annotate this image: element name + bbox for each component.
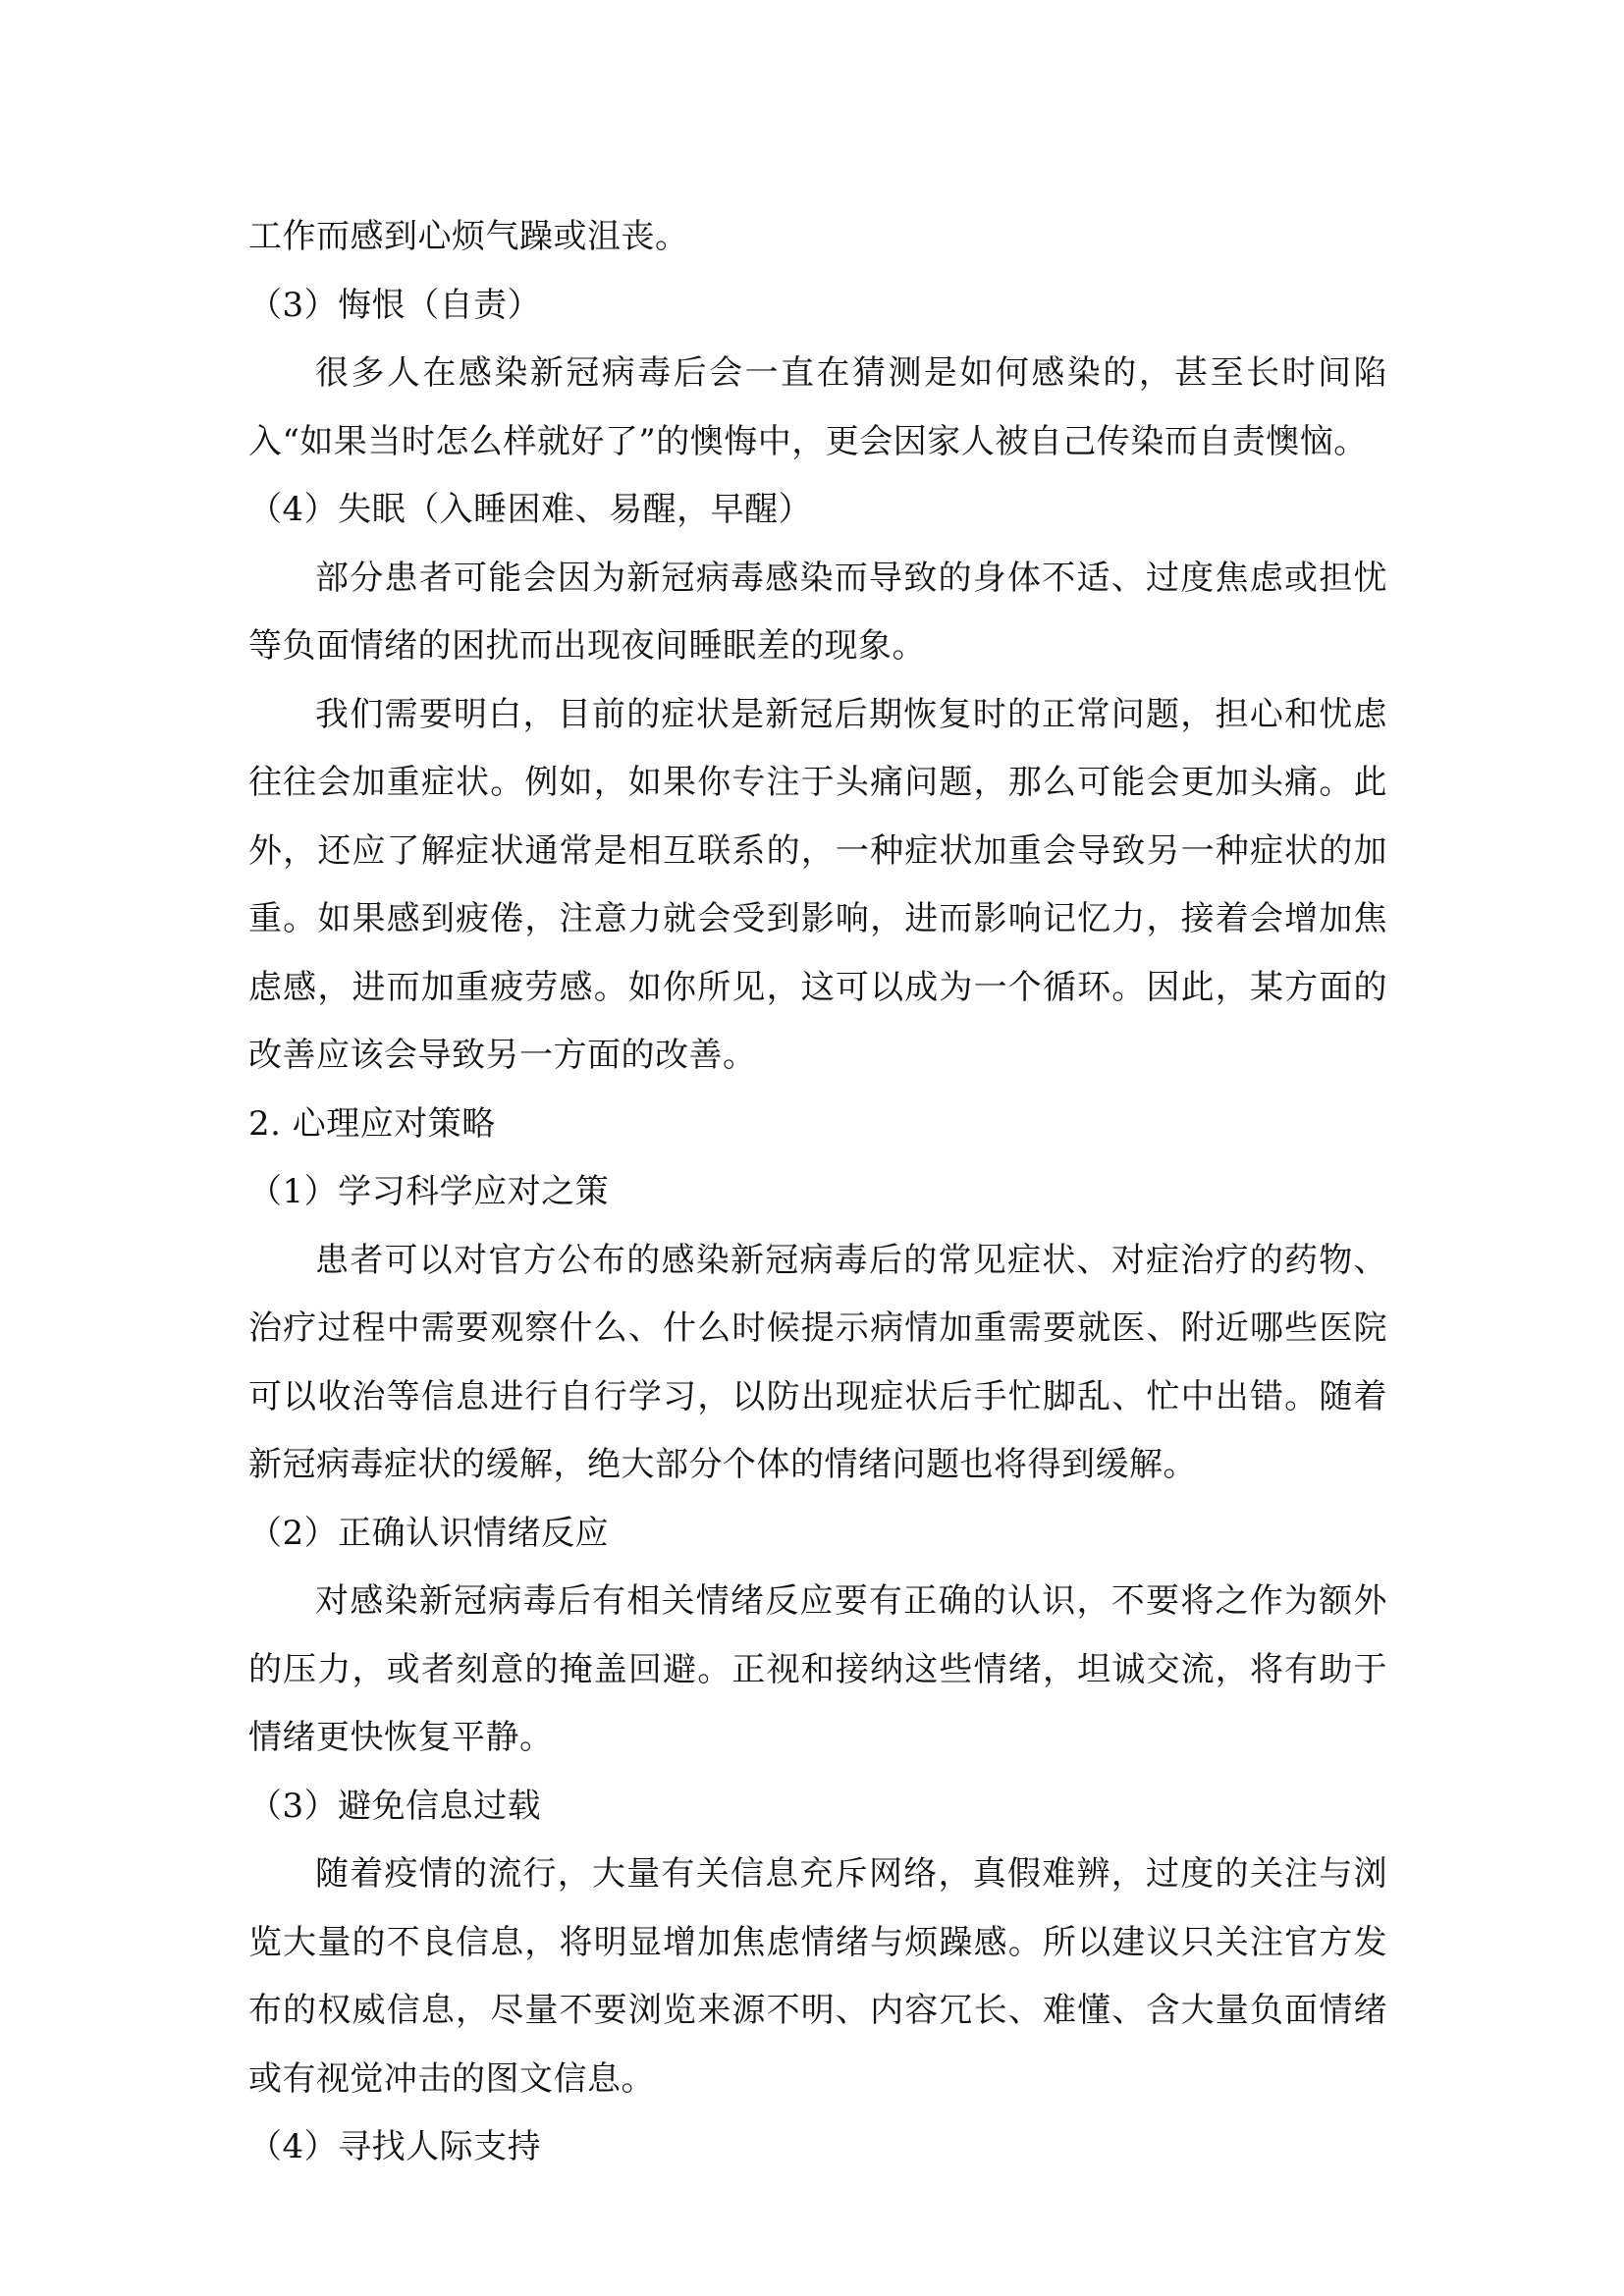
paragraph-symptom-cycle: 我们需要明白，目前的症状是新冠后期恢复时的正常问题，担心和忧虑往往会加重症状。例如，如果你专注于头痛问题，那么可能会更加头痛。此外，还应了解症状通常是相互联系的，一种症状加重会导致另一种症状的加重。如果感到疲倦，注意力就会受到影响，进而影响记忆力，接着会增加焦虑感，进而加重疲劳感。如你所见，这可以成为一个循环。因此，某方面的改善应该会导致另一方面的改善。 bbox=[248, 694, 1387, 1075]
subheading-regret: （3）悔恨（自责） bbox=[248, 285, 542, 325]
section-heading-coping-strategies: 2. 心理应对策略 bbox=[248, 1103, 496, 1144]
subheading-emotional-reaction: （2）正确认识情绪反应 bbox=[248, 1513, 610, 1553]
paragraph-information-overload: 随着疫情的流行，大量有关信息充斥网络，真假难辨，过度的关注与浏览大量的不良信息，将明显增加焦虑情绪与烦躁感。所以建议只关注官方发布的权威信息，尽量不要浏览来源不明、内容冗长、难懂、含大量负面情绪或有视觉冲击的图文信息。 bbox=[248, 1854, 1387, 2099]
subheading-interpersonal-support: （4）寻找人际支持 bbox=[248, 2127, 542, 2166]
paragraph-insomnia: 部分患者可能会因为新冠病毒感染而导致的身体不适、过度焦虑或担忧等负面情绪的困扰而出现夜间睡眠差的现象。 bbox=[248, 558, 1387, 666]
paragraph-continuation: 工作而感到心烦气躁或沮丧。 bbox=[248, 217, 689, 256]
paragraph-regret: 很多人在感染新冠病毒后会一直在猜测是如何感染的，甚至长时间陷入“如果当时怎么样就好了”的懊悔中，更会因家人被自己传染而自责懊恼。 bbox=[248, 353, 1387, 461]
subheading-learn-science: （1）学习科学应对之策 bbox=[248, 1172, 610, 1211]
paragraph-emotional-reaction: 对感染新冠病毒后有相关情绪反应要有正确的认识，不要将之作为额外的压力，或者刻意的掩盖回避。正视和接纳这些情绪，坦诚交流，将有助于情绪更快恢复平静。 bbox=[248, 1581, 1387, 1757]
subheading-information-overload: （3）避免信息过载 bbox=[248, 1786, 542, 1826]
paragraph-learn-science: 患者可以对官方公布的感染新冠病毒后的常见症状、对症治疗的药物、治疗过程中需要观察什么、什么时候提示病情加重需要就医、附近哪些医院可以收治等信息进行自行学习，以防出现症状后手忙脚乱、忙中出错。随着新冠病毒症状的缓解，绝大部分个体的情绪问题也将得到缓解。 bbox=[248, 1240, 1387, 1484]
document-body bbox=[248, 203, 1387, 2182]
subheading-insomnia: （4）失眠（入睡困难、易醒，早醒） bbox=[248, 490, 813, 529]
